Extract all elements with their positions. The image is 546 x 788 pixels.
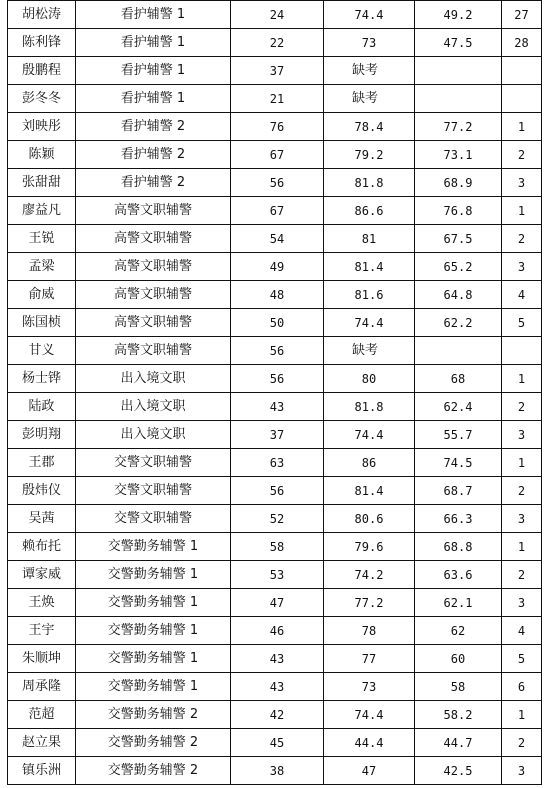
written-score-cell: 58	[231, 533, 324, 561]
candidate-name-cell: 王锐	[8, 225, 76, 253]
candidate-name-cell: 赵立果	[8, 729, 76, 757]
position-cell: 高警文职辅警	[76, 309, 231, 337]
interview-score-cell: 78.4	[324, 113, 415, 141]
written-score-cell: 67	[231, 197, 324, 225]
total-score-cell: 47.5	[415, 29, 502, 57]
candidate-name-cell: 孟梁	[8, 253, 76, 281]
total-score-cell	[415, 337, 502, 365]
total-score-cell: 58	[415, 673, 502, 701]
table-row	[8, 29, 542, 57]
interview-score-cell: 79.6	[324, 533, 415, 561]
written-score-cell: 43	[231, 673, 324, 701]
interview-score-cell: 86.6	[324, 197, 415, 225]
interview-score-cell: 81.8	[324, 393, 415, 421]
interview-score-cell: 缺考	[324, 57, 415, 85]
interview-score-cell: 78	[324, 617, 415, 645]
written-score-cell: 52	[231, 505, 324, 533]
written-score-cell: 45	[231, 729, 324, 757]
written-score-cell: 56	[231, 365, 324, 393]
table-row	[8, 337, 542, 365]
table-row	[8, 757, 542, 785]
interview-score-cell: 73	[324, 29, 415, 57]
rank-cell: 3	[502, 169, 542, 197]
interview-score-cell: 74.4	[324, 1, 415, 29]
table-row	[8, 141, 542, 169]
total-score-cell: 58.2	[415, 701, 502, 729]
position-cell: 出入境文职	[76, 421, 231, 449]
written-score-cell: 22	[231, 29, 324, 57]
position-cell: 高警文职辅警	[76, 253, 231, 281]
rank-cell: 3	[502, 757, 542, 785]
candidate-name-cell: 甘义	[8, 337, 76, 365]
interview-score-cell: 73	[324, 673, 415, 701]
position-cell: 出入境文职	[76, 393, 231, 421]
interview-score-cell: 44.4	[324, 729, 415, 757]
position-cell: 交警文职辅警	[76, 477, 231, 505]
written-score-cell: 54	[231, 225, 324, 253]
score-table-container	[7, 0, 541, 785]
interview-score-cell: 缺考	[324, 85, 415, 113]
interview-score-cell: 81.4	[324, 253, 415, 281]
total-score-cell: 77.2	[415, 113, 502, 141]
interview-score-cell: 79.2	[324, 141, 415, 169]
rank-cell: 5	[502, 645, 542, 673]
table-row	[8, 421, 542, 449]
interview-score-cell: 缺考	[324, 337, 415, 365]
candidate-name-cell: 周承隆	[8, 673, 76, 701]
written-score-cell: 43	[231, 645, 324, 673]
candidate-name-cell: 王宇	[8, 617, 76, 645]
table-row	[8, 225, 542, 253]
candidate-name-cell: 陈颖	[8, 141, 76, 169]
position-cell: 高警文职辅警	[76, 225, 231, 253]
rank-cell: 2	[502, 225, 542, 253]
interview-score-cell: 77.2	[324, 589, 415, 617]
table-row	[8, 477, 542, 505]
written-score-cell: 48	[231, 281, 324, 309]
interview-score-cell: 86	[324, 449, 415, 477]
position-cell: 看护辅警 2	[76, 113, 231, 141]
rank-cell	[502, 57, 542, 85]
position-cell: 交警勤务辅警 1	[76, 673, 231, 701]
total-score-cell: 62.2	[415, 309, 502, 337]
position-cell: 交警勤务辅警 1	[76, 533, 231, 561]
written-score-cell: 46	[231, 617, 324, 645]
rank-cell: 1	[502, 533, 542, 561]
rank-cell: 3	[502, 421, 542, 449]
interview-score-cell: 74.4	[324, 701, 415, 729]
position-cell: 看护辅警 2	[76, 169, 231, 197]
position-cell: 交警勤务辅警 2	[76, 757, 231, 785]
written-score-cell: 67	[231, 141, 324, 169]
candidate-name-cell: 彭明翔	[8, 421, 76, 449]
total-score-cell: 68.7	[415, 477, 502, 505]
position-cell: 看护辅警 2	[76, 141, 231, 169]
candidate-name-cell: 张甜甜	[8, 169, 76, 197]
total-score-cell: 64.8	[415, 281, 502, 309]
table-row	[8, 365, 542, 393]
rank-cell: 1	[502, 701, 542, 729]
candidate-name-cell: 范超	[8, 701, 76, 729]
rank-cell: 4	[502, 617, 542, 645]
rank-cell: 2	[502, 729, 542, 757]
interview-score-cell: 81.4	[324, 477, 415, 505]
position-cell: 交警勤务辅警 1	[76, 617, 231, 645]
table-row	[8, 113, 542, 141]
position-cell: 看护辅警 1	[76, 1, 231, 29]
position-cell: 高警文职辅警	[76, 197, 231, 225]
interview-score-cell: 81.8	[324, 169, 415, 197]
rank-cell: 2	[502, 141, 542, 169]
total-score-cell: 65.2	[415, 253, 502, 281]
candidate-name-cell: 陈利锋	[8, 29, 76, 57]
position-cell: 交警勤务辅警 1	[76, 589, 231, 617]
candidate-name-cell: 谭家威	[8, 561, 76, 589]
total-score-cell: 67.5	[415, 225, 502, 253]
total-score-cell: 55.7	[415, 421, 502, 449]
rank-cell: 5	[502, 309, 542, 337]
position-cell: 交警勤务辅警 1	[76, 561, 231, 589]
total-score-cell: 66.3	[415, 505, 502, 533]
total-score-cell: 62.4	[415, 393, 502, 421]
total-score-cell: 49.2	[415, 1, 502, 29]
table-row	[8, 589, 542, 617]
written-score-cell: 56	[231, 337, 324, 365]
table-row	[8, 197, 542, 225]
table-row	[8, 57, 542, 85]
total-score-cell: 73.1	[415, 141, 502, 169]
rank-cell: 1	[502, 113, 542, 141]
candidate-name-cell: 殷炜仪	[8, 477, 76, 505]
written-score-cell: 42	[231, 701, 324, 729]
written-score-cell: 56	[231, 169, 324, 197]
candidate-name-cell: 王焕	[8, 589, 76, 617]
candidate-name-cell: 陆政	[8, 393, 76, 421]
total-score-cell: 68.8	[415, 533, 502, 561]
table-row	[8, 253, 542, 281]
table-row	[8, 673, 542, 701]
written-score-cell: 50	[231, 309, 324, 337]
position-cell: 交警勤务辅警 2	[76, 729, 231, 757]
written-score-cell: 76	[231, 113, 324, 141]
written-score-cell: 56	[231, 477, 324, 505]
written-score-cell: 37	[231, 421, 324, 449]
rank-cell: 1	[502, 365, 542, 393]
candidate-name-cell: 镇乐洲	[8, 757, 76, 785]
table-row	[8, 169, 542, 197]
position-cell: 交警文职辅警	[76, 449, 231, 477]
table-row	[8, 449, 542, 477]
total-score-cell: 60	[415, 645, 502, 673]
interview-score-cell: 74.2	[324, 561, 415, 589]
written-score-cell: 24	[231, 1, 324, 29]
rank-cell: 6	[502, 673, 542, 701]
rank-cell	[502, 85, 542, 113]
table-row	[8, 729, 542, 757]
candidate-name-cell: 胡松涛	[8, 1, 76, 29]
total-score-cell: 68.9	[415, 169, 502, 197]
total-score-cell: 42.5	[415, 757, 502, 785]
candidate-name-cell: 陈国桢	[8, 309, 76, 337]
rank-cell: 2	[502, 477, 542, 505]
candidate-name-cell: 俞威	[8, 281, 76, 309]
table-body	[8, 1, 542, 785]
rank-cell: 3	[502, 505, 542, 533]
position-cell: 高警文职辅警	[76, 281, 231, 309]
candidate-name-cell: 杨士铧	[8, 365, 76, 393]
rank-cell: 27	[502, 1, 542, 29]
written-score-cell: 37	[231, 57, 324, 85]
interview-score-cell: 77	[324, 645, 415, 673]
candidate-name-cell: 赖布托	[8, 533, 76, 561]
total-score-cell	[415, 85, 502, 113]
position-cell: 交警文职辅警	[76, 505, 231, 533]
table-row	[8, 281, 542, 309]
total-score-cell: 74.5	[415, 449, 502, 477]
written-score-cell: 43	[231, 393, 324, 421]
rank-cell: 4	[502, 281, 542, 309]
total-score-cell	[415, 57, 502, 85]
interview-score-cell: 81	[324, 225, 415, 253]
score-table	[7, 0, 542, 785]
written-score-cell: 21	[231, 85, 324, 113]
written-score-cell: 53	[231, 561, 324, 589]
table-row	[8, 505, 542, 533]
candidate-name-cell: 王郡	[8, 449, 76, 477]
rank-cell: 2	[502, 561, 542, 589]
position-cell: 看护辅警 1	[76, 85, 231, 113]
interview-score-cell: 47	[324, 757, 415, 785]
table-row	[8, 701, 542, 729]
written-score-cell: 49	[231, 253, 324, 281]
candidate-name-cell: 廖益凡	[8, 197, 76, 225]
candidate-name-cell: 殷鹏程	[8, 57, 76, 85]
candidate-name-cell: 彭冬冬	[8, 85, 76, 113]
rank-cell: 1	[502, 197, 542, 225]
interview-score-cell: 80.6	[324, 505, 415, 533]
position-cell: 看护辅警 1	[76, 29, 231, 57]
table-row	[8, 85, 542, 113]
table-row	[8, 617, 542, 645]
interview-score-cell: 81.6	[324, 281, 415, 309]
table-row	[8, 393, 542, 421]
total-score-cell: 63.6	[415, 561, 502, 589]
total-score-cell: 62.1	[415, 589, 502, 617]
table-row	[8, 645, 542, 673]
candidate-name-cell: 朱顺坤	[8, 645, 76, 673]
position-cell: 高警文职辅警	[76, 337, 231, 365]
written-score-cell: 38	[231, 757, 324, 785]
table-row	[8, 561, 542, 589]
table-row	[8, 309, 542, 337]
position-cell: 出入境文职	[76, 365, 231, 393]
rank-cell: 28	[502, 29, 542, 57]
interview-score-cell: 74.4	[324, 421, 415, 449]
total-score-cell: 68	[415, 365, 502, 393]
position-cell: 看护辅警 1	[76, 57, 231, 85]
rank-cell: 1	[502, 449, 542, 477]
rank-cell	[502, 337, 542, 365]
rank-cell: 3	[502, 253, 542, 281]
rank-cell: 2	[502, 393, 542, 421]
rank-cell: 3	[502, 589, 542, 617]
table-row	[8, 1, 542, 29]
position-cell: 交警勤务辅警 2	[76, 701, 231, 729]
total-score-cell: 44.7	[415, 729, 502, 757]
position-cell: 交警勤务辅警 1	[76, 645, 231, 673]
table-row	[8, 533, 542, 561]
candidate-name-cell: 吴茜	[8, 505, 76, 533]
candidate-name-cell: 刘映彤	[8, 113, 76, 141]
interview-score-cell: 74.4	[324, 309, 415, 337]
written-score-cell: 63	[231, 449, 324, 477]
written-score-cell: 47	[231, 589, 324, 617]
total-score-cell: 62	[415, 617, 502, 645]
total-score-cell: 76.8	[415, 197, 502, 225]
interview-score-cell: 80	[324, 365, 415, 393]
